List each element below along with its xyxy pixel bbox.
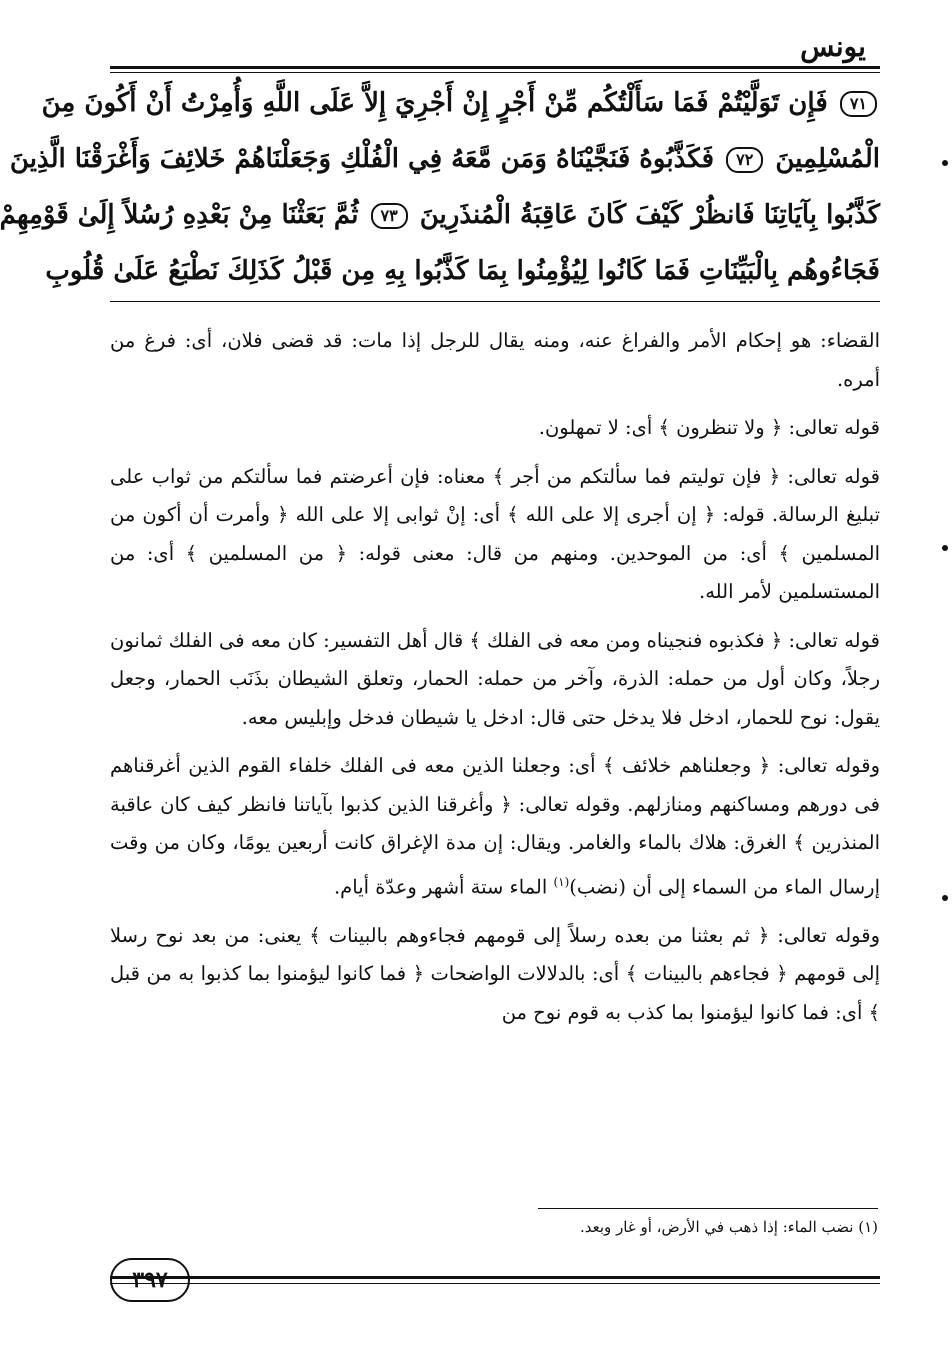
footnote: (١) نضب الماء: إذا ذهب في الأرض، أو غار وبعد. bbox=[580, 1218, 878, 1236]
commentary-text: وقوله تعالى: ﴿ وجعلناهم خلائف ﴾ أى: وجعلنا الذين معه فى الفلك خلفاء القوم الذين أغرقناهم فى دورهم ومساكنهم ومنازلهم. وقوله تعالى: ﴿ وأغرقنا الذين كذبوا بآياتنا فانظر كيف كان عاقبة المنذرين ﴾ الغرق: هلاك بالماء والغامر. ويقال: إن مدة الإغراق كانت أربعين يومًا، وكان من وقت إرسال الماء من السماء إلى أن (نضب) bbox=[110, 754, 880, 898]
quran-bottom-rule bbox=[110, 301, 880, 302]
verse-marker: ٧١ bbox=[840, 91, 877, 117]
margin-dot bbox=[942, 160, 948, 166]
quran-line bbox=[45, 243, 880, 299]
commentary-paragraph: قوله تعالى: ﴿ فكذبوه فنجيناه ومن معه فى الفلك ﴾ قال أهل التفسير: كان معه فى الفلك ثمانون رجلاً، وكان أول من حمله: الذرة، وآخر من حمله: الحمار، وتعلق الشيطان بذَنَب الحمار، وجعل يقول: نوح للحمار، ادخل فلا يدخل حتى قال: ادخل يا شيطان فدخل وإبليس معه. bbox=[110, 628, 880, 729]
header-rule-thick bbox=[110, 66, 880, 69]
commentary-paragraph: قوله تعالى: ﴿ ولا تنظرون ﴾ أى: لا تمهلون. bbox=[538, 416, 880, 439]
header-rule-thin bbox=[110, 72, 880, 73]
footer-rule-thick bbox=[110, 1276, 880, 1279]
quran-segment: فَكَذَّبُوهُ فَنَجَّيْنَاهُ وَمَن مَّعَهُ فِي الْفُلْكِ وَجَعَلْنَاهُمْ خَلائِفَ وَأَغْرَقْنَا الَّذِينَ bbox=[9, 144, 715, 174]
commentary-paragraph: القضاء: هو إحكام الأمر والفراغ عنه، ومنه يقال للرجل إذا مات: قد قضى فلان، أى: فرغ من أمره. bbox=[110, 329, 880, 391]
quran-segment: ثُمَّ بَعَثْنَا مِنْ بَعْدِهِ رُسُلاً إِلَىٰ قَوْمِهِمْ bbox=[0, 200, 359, 230]
quran-segment: فَإِن تَوَلَّيْتُمْ فَمَا سَأَلْتُكُم مِّنْ أَجْرٍ إِنْ أَجْرِيَ إِلاَّ عَلَى اللَّهِ وَأُمِرْتُ أَنْ أَكُونَ مِنَ bbox=[41, 88, 828, 118]
margin-dot bbox=[942, 895, 948, 901]
page-number: ٣٩٧ bbox=[110, 1258, 190, 1302]
footer-rule-thin bbox=[110, 1283, 880, 1284]
quran-text-block bbox=[0, 75, 880, 299]
quran-segment: كَذَّبُوا بِآيَاتِنَا فَانظُرْ كَيْفَ كَانَ عَاقِبَةُ الْمُنذَرِينَ bbox=[419, 200, 880, 230]
quran-segment: الْمُسْلِمِينَ bbox=[775, 144, 880, 174]
commentary-paragraph: قوله تعالى: ﴿ فإن توليتم فما سألتكم من أجر ﴾ معناه: فإن أعرضتم فما سألتكم من ثواب على تبليغ الرسالة. قوله: ﴿ إن أجرى إلا على الله ﴾ أى: إنْ ثوابى إلا على الله ﴿ وأمرت أن أكون من المسلمين ﴾ أى: من الموحدين. ومنهم من قال: معنى قوله: ﴿ من المسلمين ﴾ أى: من المستسلمين لأمر الله. bbox=[110, 464, 880, 603]
quran-line bbox=[41, 75, 880, 131]
verse-marker: ٧٣ bbox=[371, 203, 408, 229]
footnote-rule bbox=[538, 1208, 878, 1209]
margin-dot bbox=[942, 545, 948, 551]
quran-segment: فَجَاءُوهُم بِالْبَيِّنَاتِ فَمَا كَانُوا لِيُؤْمِنُوا بِمَا كَذَّبُوا بِهِ مِن قَبْلُ كَذَلِكَ نَطْبَعُ عَلَىٰ قُلُوبِ bbox=[45, 256, 880, 286]
commentary-body bbox=[110, 322, 880, 1042]
page-title: يونس bbox=[800, 30, 866, 63]
footnote-reference: (١) bbox=[553, 874, 570, 889]
commentary-paragraph bbox=[110, 747, 880, 907]
commentary-paragraph: وقوله تعالى: ﴿ ثم بعثنا من بعده رسلاً إلى قومهم فجاءوهم بالبينات ﴾ يعنى: من بعد نوح رسلا إلى قومهم ﴿ فجاءهم بالبينات ﴾ أى: بالدلالات الواضحات ﴿ فما كانوا ليؤمنوا بما كذبوا به من قبل ﴾ أى: فما كانوا ليؤمنوا بما كذب به قوم نوح من bbox=[110, 923, 880, 1024]
commentary-text: الماء ستة أشهر وعدّة أيام. bbox=[333, 875, 548, 898]
quran-line bbox=[0, 187, 880, 243]
verse-marker: ٧٢ bbox=[726, 147, 763, 173]
quran-line bbox=[9, 131, 880, 187]
